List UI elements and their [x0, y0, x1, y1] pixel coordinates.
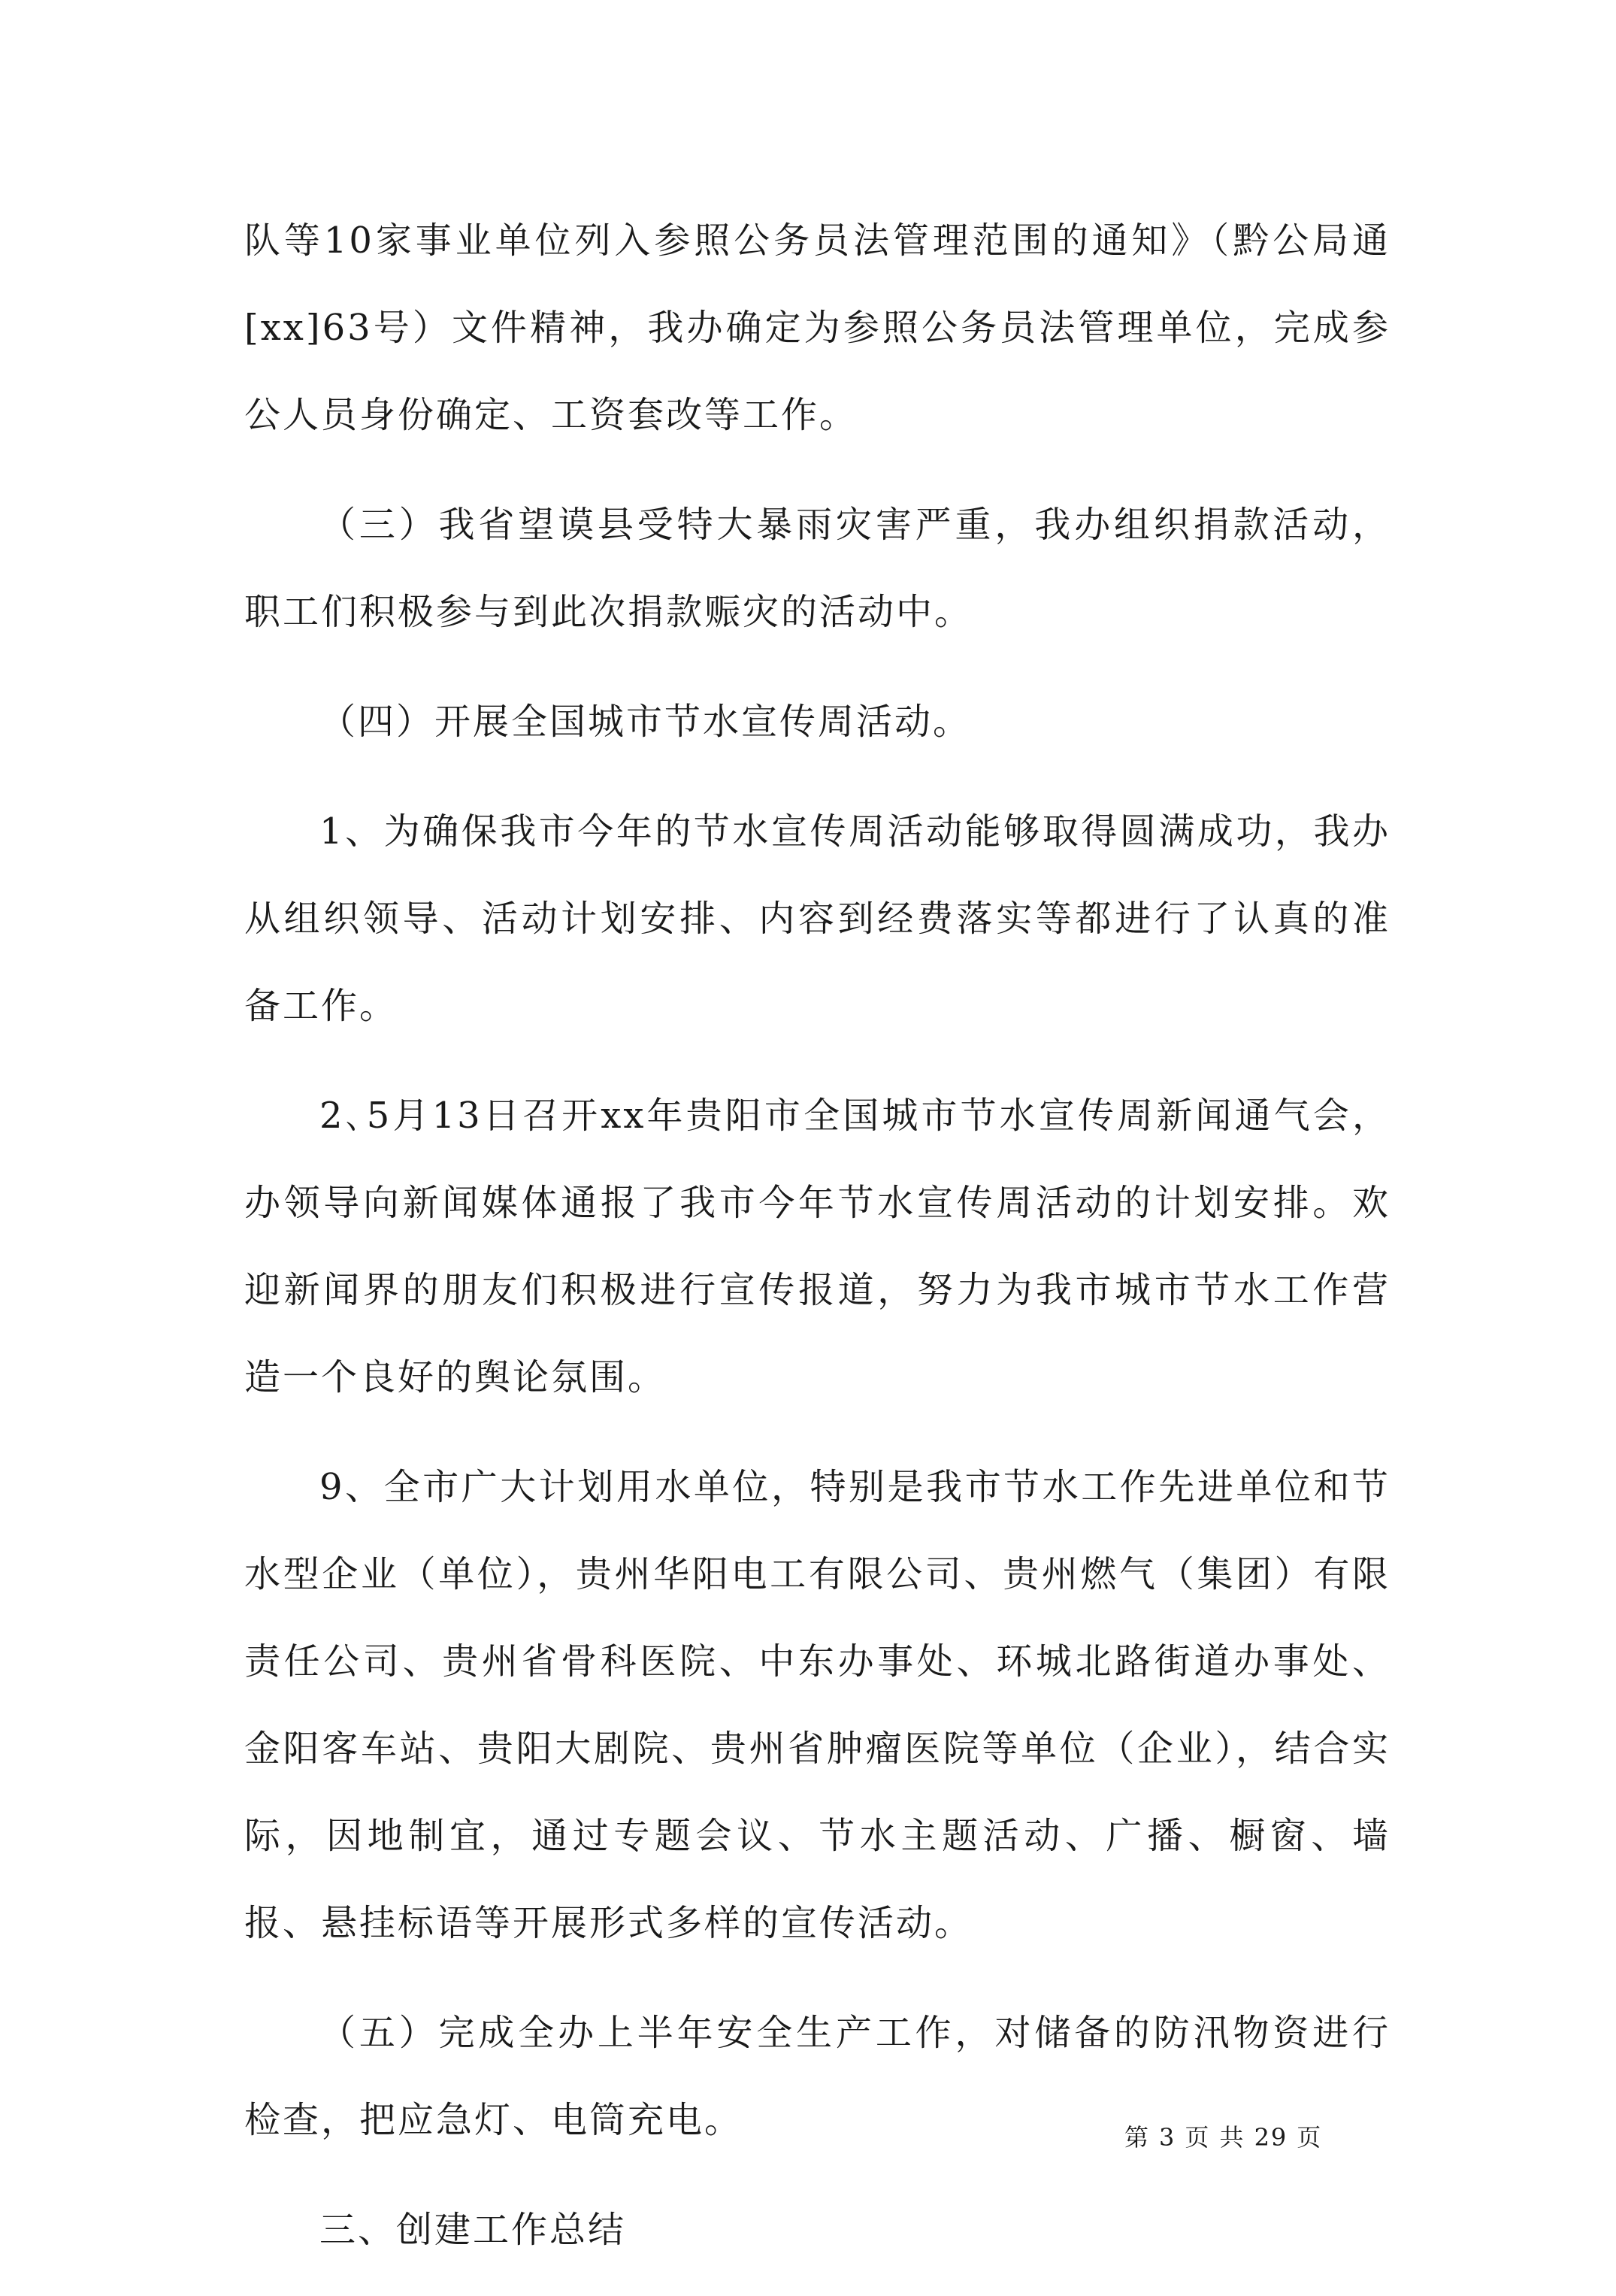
- footer-suffix: 页: [1297, 2123, 1323, 2152]
- footer-prefix: 第: [1124, 2123, 1151, 2152]
- paragraph: 1、为确保我市今年的节水宣传周活动能够取得圆满成功，我办从组织领导、活动计划安排、内容到经费落实等都进行了认真的准备工作。: [244, 810, 1391, 1027]
- footer-middle: 页 共: [1185, 2123, 1245, 2152]
- paragraph: （四）开展全国城市节水宣传周活动。: [319, 701, 972, 743]
- document-body: [244, 197, 1391, 2296]
- paragraph: 队等10家事业单位列入参照公务员法管理范围的通知》（黔公局通[xx]63号）文件精神，我办确定为参照公务员法管理单位，完成参公人员身份确定、工资套改等工作。: [244, 220, 1391, 436]
- total-page-count: 29: [1254, 2123, 1288, 2152]
- section-heading: 三、创建工作总结: [319, 2209, 627, 2251]
- paragraph: 2､5月13日召开xx年贵阳市全国城市节水宣传周新闻通气会，办领导向新闻媒体通报了我市今年节水宣传周活动的计划安排。欢迎新闻界的朋友们积极进行宣传报道，努力为我市城市节水工作营造一个良好的舆论氛围。: [244, 1095, 1391, 1398]
- paragraph: （三）我省望谟县受特大暴雨灾害严重，我办组织捐款活动，职工们积极参与到此次捐款赈灾的活动中。: [244, 504, 1391, 633]
- page-number-footer: [1120, 2119, 1327, 2153]
- paragraph: 9、全市广大计划用水单位，特别是我市节水工作先进单位和节水型企业（单位），贵州华阳电工有限公司、贵州燃气（集团）有限责任公司、贵州省骨科医院、中东办事处、环城北路街道办事处、金阳客车站、贵阳大剧院、贵州省肿瘤医院等单位（企业），结合实际，因地制宜，通过专题会议、节水主题活动、广播、橱窗、墙报、悬挂标语等开展形式多样的宣传活动。: [244, 1466, 1391, 1944]
- current-page-number: 3: [1159, 2123, 1176, 2152]
- paragraph: （五）完成全办上半年安全生产工作，对储备的防汛物资进行检查，把应急灯、电筒充电。: [244, 2012, 1391, 2141]
